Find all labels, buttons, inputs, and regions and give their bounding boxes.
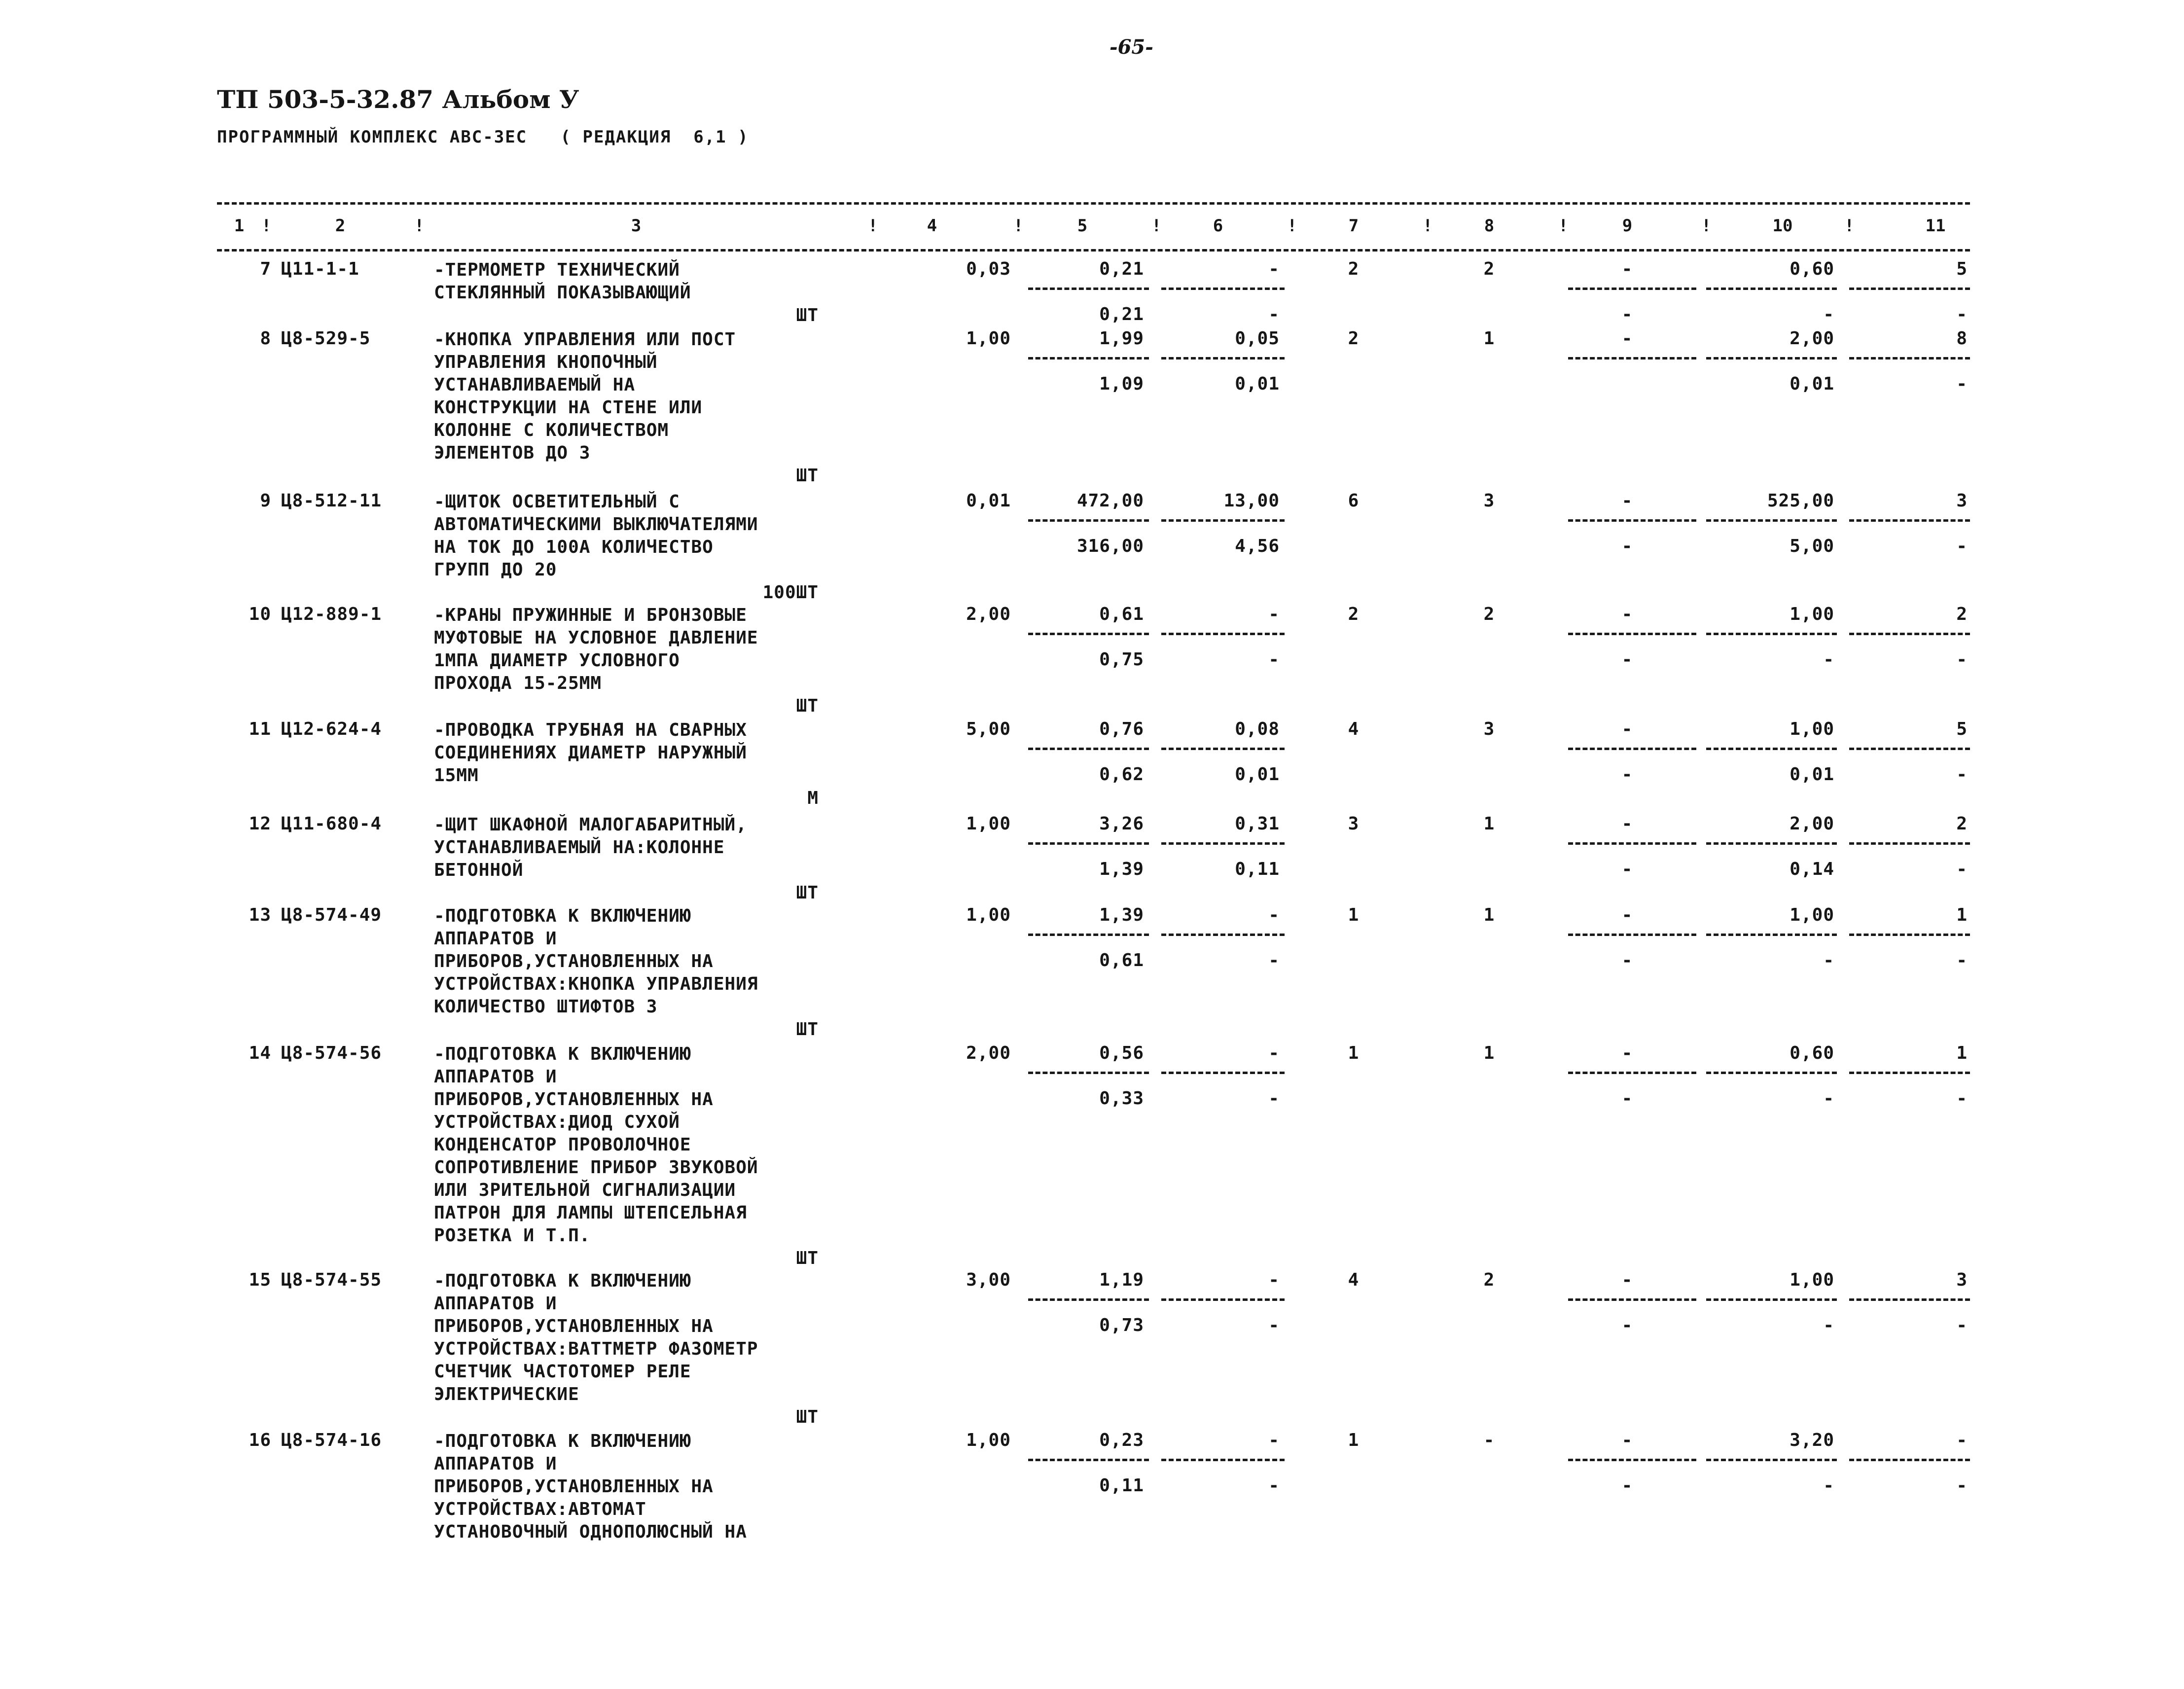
col-7-value: 6 bbox=[1348, 491, 1360, 511]
col-8-value: 2 bbox=[1483, 1270, 1495, 1290]
column-number-9: 9 bbox=[1622, 216, 1633, 236]
col-11-value: 5 bbox=[1956, 259, 1968, 279]
col-5-value: 472,00 bbox=[1076, 491, 1144, 511]
row-number: 12 bbox=[249, 814, 271, 834]
description-line: КОЛИЧЕСТВО ШТИФТОВ 3 bbox=[434, 997, 658, 1017]
col-7-value: 2 bbox=[1348, 259, 1360, 279]
unit-of-measure: ШТ bbox=[796, 1248, 819, 1268]
unit-of-measure: М bbox=[807, 788, 819, 808]
row-code: Ц8-512-11 bbox=[281, 491, 382, 511]
description-line: КОНСТРУКЦИИ НА СТЕНЕ ИЛИ bbox=[434, 397, 703, 418]
col-10-divider bbox=[1706, 748, 1837, 750]
col-10-value: 1,00 bbox=[1790, 719, 1834, 739]
description-line: БЕТОННОЙ bbox=[434, 860, 524, 880]
col-10-divider bbox=[1706, 519, 1837, 522]
col-5-value-lower: 0,21 bbox=[1099, 304, 1144, 324]
row-number: 9 bbox=[260, 491, 271, 511]
description-line: УПРАВЛЕНИЯ КНОПОЧНЫЙ bbox=[434, 352, 658, 372]
col-7-value: 2 bbox=[1348, 328, 1360, 349]
description-line: -ПРОВОДКА ТРУБНАЯ НА СВАРНЫХ bbox=[434, 720, 747, 740]
description-line: УСТАНАВЛИВАЕМЫЙ НА bbox=[434, 375, 636, 395]
col-11-divider bbox=[1849, 1459, 1970, 1461]
col-10-divider bbox=[1706, 287, 1837, 290]
col-5-value: 1,19 bbox=[1099, 1270, 1144, 1290]
col-11-value-lower: - bbox=[1956, 950, 1968, 970]
col-10-value-lower: - bbox=[1823, 1088, 1834, 1109]
col-10-value-lower: - bbox=[1823, 1475, 1834, 1496]
row-number: 15 bbox=[249, 1270, 271, 1290]
description-line: МУФТОВЫЕ НА УСЛОВНОЕ ДАВЛЕНИЕ bbox=[434, 628, 758, 648]
col-8-value: 2 bbox=[1483, 259, 1495, 279]
description-line: -ПОДГОТОВКА К ВКЛЮЧЕНИЮ bbox=[434, 1271, 691, 1291]
row-code: Ц11-1-1 bbox=[281, 259, 359, 279]
row-code: Ц8-574-16 bbox=[281, 1430, 382, 1450]
description-line: УСТРОЙСТВАХ:ВАТТМЕТР ФАЗОМЕТР bbox=[434, 1339, 758, 1359]
col-11-value-lower: - bbox=[1956, 374, 1968, 394]
col-9-value: - bbox=[1621, 491, 1633, 511]
col-11-value: 5 bbox=[1956, 719, 1968, 739]
col-9-divider bbox=[1568, 1459, 1696, 1461]
description-line: СТЕКЛЯННЫЙ ПОКАЗЫВАЮЩИЙ bbox=[434, 283, 691, 303]
unit-of-measure: ШТ bbox=[796, 1019, 819, 1040]
col-11-value: 3 bbox=[1956, 491, 1968, 511]
col-11-value-lower: - bbox=[1956, 1088, 1968, 1109]
description-line: -ПОДГОТОВКА К ВКЛЮЧЕНИЮ bbox=[434, 1431, 691, 1451]
description-line: -ЩИТ ШКАФНОЙ МАЛОГАБАРИТНЫЙ, bbox=[434, 815, 747, 835]
col-6-divider bbox=[1161, 1459, 1285, 1461]
col-11-divider bbox=[1849, 357, 1970, 359]
row-number: 10 bbox=[249, 604, 271, 624]
program-line: ПРОГРАММНЫЙ КОМПЛЕКС АВС-ЗЕС ( РЕДАКЦИЯ 6,1 ) bbox=[217, 127, 749, 147]
description-line: УСТРОЙСТВАХ:ДИОД СУХОЙ bbox=[434, 1112, 680, 1132]
column-number-11: 11 bbox=[1925, 216, 1946, 236]
description-line: СЧЕТЧИК ЧАСТОТОМЕР РЕЛЕ bbox=[434, 1362, 691, 1382]
col-9-divider bbox=[1568, 748, 1696, 750]
description-line: АППАРАТОВ И bbox=[434, 1454, 557, 1474]
col-6-divider bbox=[1161, 633, 1285, 635]
col-9-value: - bbox=[1621, 328, 1633, 349]
col-6-value: 0,05 bbox=[1235, 328, 1280, 349]
description-line: ПРОХОДА 15-25ММ bbox=[434, 673, 602, 693]
col-6-value-lower: 0,01 bbox=[1235, 374, 1280, 394]
col-5-divider bbox=[1028, 842, 1149, 845]
col-10-value: 3,20 bbox=[1790, 1430, 1834, 1450]
col-6-divider bbox=[1161, 934, 1285, 936]
col-9-divider bbox=[1568, 357, 1696, 359]
col-4-value: 1,00 bbox=[966, 1430, 1011, 1450]
col-4-value: 1,00 bbox=[966, 905, 1011, 925]
column-separator: ! bbox=[1844, 216, 1855, 236]
col-6-value-lower: 0,01 bbox=[1235, 764, 1280, 785]
col-5-value-lower: 316,00 bbox=[1076, 536, 1144, 556]
col-8-value: 1 bbox=[1483, 905, 1495, 925]
col-5-value-lower: 0,61 bbox=[1099, 950, 1144, 970]
col-6-value: 0,31 bbox=[1235, 814, 1280, 834]
col-6-value-lower: 0,11 bbox=[1235, 859, 1280, 879]
col-9-value-lower: - bbox=[1621, 950, 1633, 970]
col-6-divider bbox=[1161, 748, 1285, 750]
col-5-divider bbox=[1028, 287, 1149, 290]
col-6-divider bbox=[1161, 842, 1285, 845]
description-line: 15ММ bbox=[434, 765, 479, 786]
col-11-value-lower: - bbox=[1956, 649, 1968, 670]
col-9-value-lower: - bbox=[1621, 859, 1633, 879]
col-9-value-lower: - bbox=[1621, 304, 1633, 324]
col-5-divider bbox=[1028, 934, 1149, 936]
col-11-divider bbox=[1849, 842, 1970, 845]
col-6-divider bbox=[1161, 519, 1285, 522]
col-6-value: - bbox=[1268, 1043, 1280, 1063]
album-title: ТП 503-5-32.87 Альбом У bbox=[217, 85, 579, 114]
col-10-value: 2,00 bbox=[1790, 814, 1834, 834]
col-5-value-lower: 1,39 bbox=[1099, 859, 1144, 879]
col-6-divider bbox=[1161, 357, 1285, 359]
description-line: СОЕДИНЕНИЯХ ДИАМЕТР НАРУЖНЫЙ bbox=[434, 743, 747, 763]
col-7-value: 1 bbox=[1348, 905, 1360, 925]
column-separator: ! bbox=[1558, 216, 1569, 236]
col-6-value: - bbox=[1268, 259, 1280, 279]
col-10-divider bbox=[1706, 633, 1837, 635]
description-line: -КНОПКА УПРАВЛЕНИЯ ИЛИ ПОСТ bbox=[434, 329, 736, 350]
col-10-value-lower: 0,14 bbox=[1790, 859, 1834, 879]
row-number: 16 bbox=[249, 1430, 271, 1450]
description-line: ПРИБОРОВ,УСТАНОВЛЕННЫХ НА bbox=[434, 1089, 714, 1110]
description-line: РОЗЕТКА И Т.П. bbox=[434, 1225, 591, 1246]
description-line: УСТАНАВЛИВАЕМЫЙ НА:КОЛОННЕ bbox=[434, 837, 725, 858]
table-top-rule bbox=[217, 202, 1970, 205]
col-4-value: 2,00 bbox=[966, 1043, 1011, 1063]
col-8-value: 1 bbox=[1483, 1043, 1495, 1063]
col-10-divider bbox=[1706, 1072, 1837, 1074]
col-11-value: 3 bbox=[1956, 1270, 1968, 1290]
col-6-divider bbox=[1161, 287, 1285, 290]
col-10-value: 0,60 bbox=[1790, 1043, 1834, 1063]
col-9-divider bbox=[1568, 842, 1696, 845]
col-11-value: 1 bbox=[1956, 1043, 1968, 1063]
col-6-value: - bbox=[1268, 604, 1280, 624]
col-10-value-lower: - bbox=[1823, 1315, 1834, 1335]
col-8-value: 1 bbox=[1483, 328, 1495, 349]
col-6-value-lower: - bbox=[1268, 1315, 1280, 1335]
description-line: ЭЛЕКТРИЧЕСКИЕ bbox=[434, 1384, 579, 1404]
col-6-value: 13,00 bbox=[1223, 491, 1280, 511]
col-9-value: - bbox=[1621, 905, 1633, 925]
description-line: УСТРОЙСТВАХ:АВТОМАТ bbox=[434, 1499, 646, 1519]
col-9-divider bbox=[1568, 1298, 1696, 1301]
description-line: КОНДЕНСАТОР ПРОВОЛОЧНОЕ bbox=[434, 1135, 691, 1155]
description-line: КОЛОННЕ С КОЛИЧЕСТВОМ bbox=[434, 420, 669, 440]
col-9-value: - bbox=[1621, 1043, 1633, 1063]
col-4-value: 0,03 bbox=[966, 259, 1011, 279]
description-line: ПРИБОРОВ,УСТАНОВЛЕННЫХ НА bbox=[434, 951, 714, 971]
description-line: -ЩИТОК ОСВЕТИТЕЛЬНЫЙ С bbox=[434, 492, 680, 512]
column-separator: ! bbox=[261, 216, 272, 236]
col-6-value-lower: - bbox=[1268, 1475, 1280, 1496]
col-10-value: 0,60 bbox=[1790, 259, 1834, 279]
row-code: Ц8-529-5 bbox=[281, 328, 371, 349]
col-6-value-lower: - bbox=[1268, 649, 1280, 670]
column-number-1: 1 bbox=[234, 216, 245, 236]
col-10-value-lower: - bbox=[1823, 304, 1834, 324]
description-line: -ПОДГОТОВКА К ВКЛЮЧЕНИЮ bbox=[434, 906, 691, 926]
col-8-value: 2 bbox=[1483, 604, 1495, 624]
col-11-value-lower: - bbox=[1956, 764, 1968, 785]
col-10-value: 1,00 bbox=[1790, 604, 1834, 624]
column-number-8: 8 bbox=[1484, 216, 1495, 236]
row-code: Ц8-574-55 bbox=[281, 1270, 382, 1290]
col-10-value-lower: - bbox=[1823, 950, 1834, 970]
col-5-value: 0,61 bbox=[1099, 604, 1144, 624]
col-11-value-lower: - bbox=[1956, 1475, 1968, 1496]
col-11-divider bbox=[1849, 1072, 1970, 1074]
col-9-divider bbox=[1568, 519, 1696, 522]
col-9-value: - bbox=[1621, 259, 1633, 279]
col-6-value: - bbox=[1268, 1430, 1280, 1450]
col-11-divider bbox=[1849, 519, 1970, 522]
column-number-7: 7 bbox=[1348, 216, 1359, 236]
col-5-value: 0,21 bbox=[1099, 259, 1144, 279]
column-separator: ! bbox=[868, 216, 878, 236]
col-6-value: 0,08 bbox=[1235, 719, 1280, 739]
col-5-divider bbox=[1028, 748, 1149, 750]
unit-of-measure: ШТ bbox=[796, 305, 819, 325]
description-line: УСТАНОВОЧНЫЙ ОДНОПОЛЮСНЫЙ НА bbox=[434, 1522, 747, 1542]
row-code: Ц11-680-4 bbox=[281, 814, 382, 834]
description-line: СОПРОТИВЛЕНИЕ ПРИБОР ЗВУКОВОЙ bbox=[434, 1157, 758, 1178]
column-number-4: 4 bbox=[927, 216, 937, 236]
col-7-value: 3 bbox=[1348, 814, 1360, 834]
col-5-value-lower: 0,62 bbox=[1099, 764, 1144, 785]
col-8-value: 1 bbox=[1483, 814, 1495, 834]
col-10-divider bbox=[1706, 357, 1837, 359]
col-10-value: 1,00 bbox=[1790, 1270, 1834, 1290]
col-5-value: 1,99 bbox=[1099, 328, 1144, 349]
col-11-value: 2 bbox=[1956, 814, 1968, 834]
row-code: Ц8-574-56 bbox=[281, 1043, 382, 1063]
description-line: АВТОМАТИЧЕСКИМИ ВЫКЛЮЧАТЕЛЯМИ bbox=[434, 514, 758, 535]
col-7-value: 1 bbox=[1348, 1043, 1360, 1063]
unit-of-measure: ШТ bbox=[796, 883, 819, 903]
page-number: -65- bbox=[1110, 36, 1153, 59]
col-9-value: - bbox=[1621, 1270, 1633, 1290]
col-4-value: 2,00 bbox=[966, 604, 1011, 624]
col-11-divider bbox=[1849, 934, 1970, 936]
col-4-value: 5,00 bbox=[966, 719, 1011, 739]
unit-of-measure: ШТ bbox=[796, 696, 819, 716]
col-10-value-lower: 0,01 bbox=[1790, 764, 1834, 785]
column-number-5: 5 bbox=[1077, 216, 1088, 236]
col-6-value-lower: - bbox=[1268, 950, 1280, 970]
description-line: ПРИБОРОВ,УСТАНОВЛЕННЫХ НА bbox=[434, 1316, 714, 1336]
col-9-value-lower: - bbox=[1621, 536, 1633, 556]
column-number-2: 2 bbox=[335, 216, 346, 236]
col-9-value: - bbox=[1621, 814, 1633, 834]
col-6-value: - bbox=[1268, 1270, 1280, 1290]
col-11-divider bbox=[1849, 748, 1970, 750]
col-9-divider bbox=[1568, 934, 1696, 936]
description-line: -КРАНЫ ПРУЖИННЫЕ И БРОНЗОВЫЕ bbox=[434, 605, 747, 625]
column-separator: ! bbox=[1423, 216, 1433, 236]
col-4-value: 3,00 bbox=[966, 1270, 1011, 1290]
description-line: -ПОДГОТОВКА К ВКЛЮЧЕНИЮ bbox=[434, 1044, 691, 1064]
row-code: Ц12-889-1 bbox=[281, 604, 382, 624]
description-line: ПРИБОРОВ,УСТАНОВЛЕННЫХ НА bbox=[434, 1476, 714, 1497]
col-6-divider bbox=[1161, 1298, 1285, 1301]
row-number: 11 bbox=[249, 719, 271, 739]
col-10-value: 2,00 bbox=[1790, 328, 1834, 349]
description-line: УСТРОЙСТВАХ:КНОПКА УПРАВЛЕНИЯ bbox=[434, 974, 758, 994]
col-6-value-lower: - bbox=[1268, 1088, 1280, 1109]
col-11-value-lower: - bbox=[1956, 1315, 1968, 1335]
col-5-value: 0,23 bbox=[1099, 1430, 1144, 1450]
column-number-6: 6 bbox=[1213, 216, 1223, 236]
col-9-divider bbox=[1568, 1072, 1696, 1074]
col-9-value: - bbox=[1621, 604, 1633, 624]
unit-of-measure: 100ШТ bbox=[762, 582, 819, 603]
row-number: 13 bbox=[249, 905, 271, 925]
column-separator: ! bbox=[414, 216, 425, 236]
col-8-value: 3 bbox=[1483, 719, 1495, 739]
col-10-divider bbox=[1706, 1298, 1837, 1301]
col-5-value: 1,39 bbox=[1099, 905, 1144, 925]
col-9-value-lower: - bbox=[1621, 649, 1633, 670]
column-separator: ! bbox=[1701, 216, 1712, 236]
column-number-3: 3 bbox=[631, 216, 642, 236]
description-line: ЭЛЕМЕНТОВ ДО 3 bbox=[434, 443, 591, 463]
column-separator: ! bbox=[1151, 216, 1162, 236]
col-8-value: - bbox=[1483, 1430, 1495, 1450]
col-9-divider bbox=[1568, 287, 1696, 290]
col-5-divider bbox=[1028, 519, 1149, 522]
description-line: 1МПА ДИАМЕТР УСЛОВНОГО bbox=[434, 650, 680, 671]
col-5-divider bbox=[1028, 633, 1149, 635]
col-11-value-lower: - bbox=[1956, 536, 1968, 556]
col-5-value-lower: 0,33 bbox=[1099, 1088, 1144, 1109]
col-9-value: - bbox=[1621, 1430, 1633, 1450]
col-11-value-lower: - bbox=[1956, 859, 1968, 879]
description-line: ГРУПП ДО 20 bbox=[434, 560, 557, 580]
col-9-value: - bbox=[1621, 719, 1633, 739]
col-5-value: 3,26 bbox=[1099, 814, 1144, 834]
col-5-divider bbox=[1028, 1072, 1149, 1074]
col-11-value: 8 bbox=[1956, 328, 1968, 349]
col-10-value-lower: 0,01 bbox=[1790, 374, 1834, 394]
row-number: 7 bbox=[260, 259, 271, 279]
col-8-value: 3 bbox=[1483, 491, 1495, 511]
row-number: 8 bbox=[260, 328, 271, 349]
col-6-value-lower: 4,56 bbox=[1235, 536, 1280, 556]
description-line: АППАРАТОВ И bbox=[434, 929, 557, 949]
col-10-divider bbox=[1706, 1459, 1837, 1461]
description-line: -ТЕРМОМЕТР ТЕХНИЧЕСКИЙ bbox=[434, 260, 680, 280]
col-5-value-lower: 0,75 bbox=[1099, 649, 1144, 670]
description-line: ПАТРОН ДЛЯ ЛАМПЫ ШТЕПСЕЛЬНАЯ bbox=[434, 1203, 747, 1223]
description-line: ИЛИ ЗРИТЕЛЬНОЙ СИГНАЛИЗАЦИИ bbox=[434, 1180, 736, 1200]
col-6-value-lower: - bbox=[1268, 304, 1280, 324]
col-7-value: 2 bbox=[1348, 604, 1360, 624]
col-11-value: 1 bbox=[1956, 905, 1968, 925]
description-line: АППАРАТОВ И bbox=[434, 1067, 557, 1087]
col-7-value: 4 bbox=[1348, 1270, 1360, 1290]
col-10-value-lower: - bbox=[1823, 649, 1834, 670]
col-6-value: - bbox=[1268, 905, 1280, 925]
col-5-divider bbox=[1028, 357, 1149, 359]
col-5-value-lower: 1,09 bbox=[1099, 374, 1144, 394]
col-7-value: 1 bbox=[1348, 1430, 1360, 1450]
column-separator: ! bbox=[1287, 216, 1297, 236]
col-11-value-lower: - bbox=[1956, 304, 1968, 324]
col-11-value: - bbox=[1956, 1430, 1968, 1450]
row-code: Ц8-574-49 bbox=[281, 905, 382, 925]
col-5-value: 0,56 bbox=[1099, 1043, 1144, 1063]
column-separator: ! bbox=[1013, 216, 1024, 236]
col-7-value: 4 bbox=[1348, 719, 1360, 739]
col-10-value: 1,00 bbox=[1790, 905, 1834, 925]
col-10-divider bbox=[1706, 842, 1837, 845]
col-5-value-lower: 0,11 bbox=[1099, 1475, 1144, 1496]
col-5-divider bbox=[1028, 1459, 1149, 1461]
column-number-10: 10 bbox=[1772, 216, 1793, 236]
col-4-value: 0,01 bbox=[966, 491, 1011, 511]
header-bottom-rule bbox=[217, 249, 1970, 252]
description-line: НА ТОК ДО 100А КОЛИЧЕСТВО bbox=[434, 537, 714, 557]
col-5-divider bbox=[1028, 1298, 1149, 1301]
row-number: 14 bbox=[249, 1043, 271, 1063]
col-10-value: 525,00 bbox=[1767, 491, 1834, 511]
col-4-value: 1,00 bbox=[966, 814, 1011, 834]
col-9-divider bbox=[1568, 633, 1696, 635]
col-5-value-lower: 0,73 bbox=[1099, 1315, 1144, 1335]
row-code: Ц12-624-4 bbox=[281, 719, 382, 739]
col-10-value-lower: 5,00 bbox=[1790, 536, 1834, 556]
col-11-divider bbox=[1849, 287, 1970, 290]
col-9-value-lower: - bbox=[1621, 764, 1633, 785]
col-5-value: 0,76 bbox=[1099, 719, 1144, 739]
unit-of-measure: ШТ bbox=[796, 466, 819, 486]
col-4-value: 1,00 bbox=[966, 328, 1011, 349]
col-9-value-lower: - bbox=[1621, 1315, 1633, 1335]
col-10-divider bbox=[1706, 934, 1837, 936]
col-9-value-lower: - bbox=[1621, 1088, 1633, 1109]
col-11-divider bbox=[1849, 633, 1970, 635]
col-11-value: 2 bbox=[1956, 604, 1968, 624]
col-9-value-lower: - bbox=[1621, 1475, 1633, 1496]
col-11-divider bbox=[1849, 1298, 1970, 1301]
unit-of-measure: ШТ bbox=[796, 1407, 819, 1427]
description-line: АППАРАТОВ И bbox=[434, 1294, 557, 1314]
col-6-divider bbox=[1161, 1072, 1285, 1074]
